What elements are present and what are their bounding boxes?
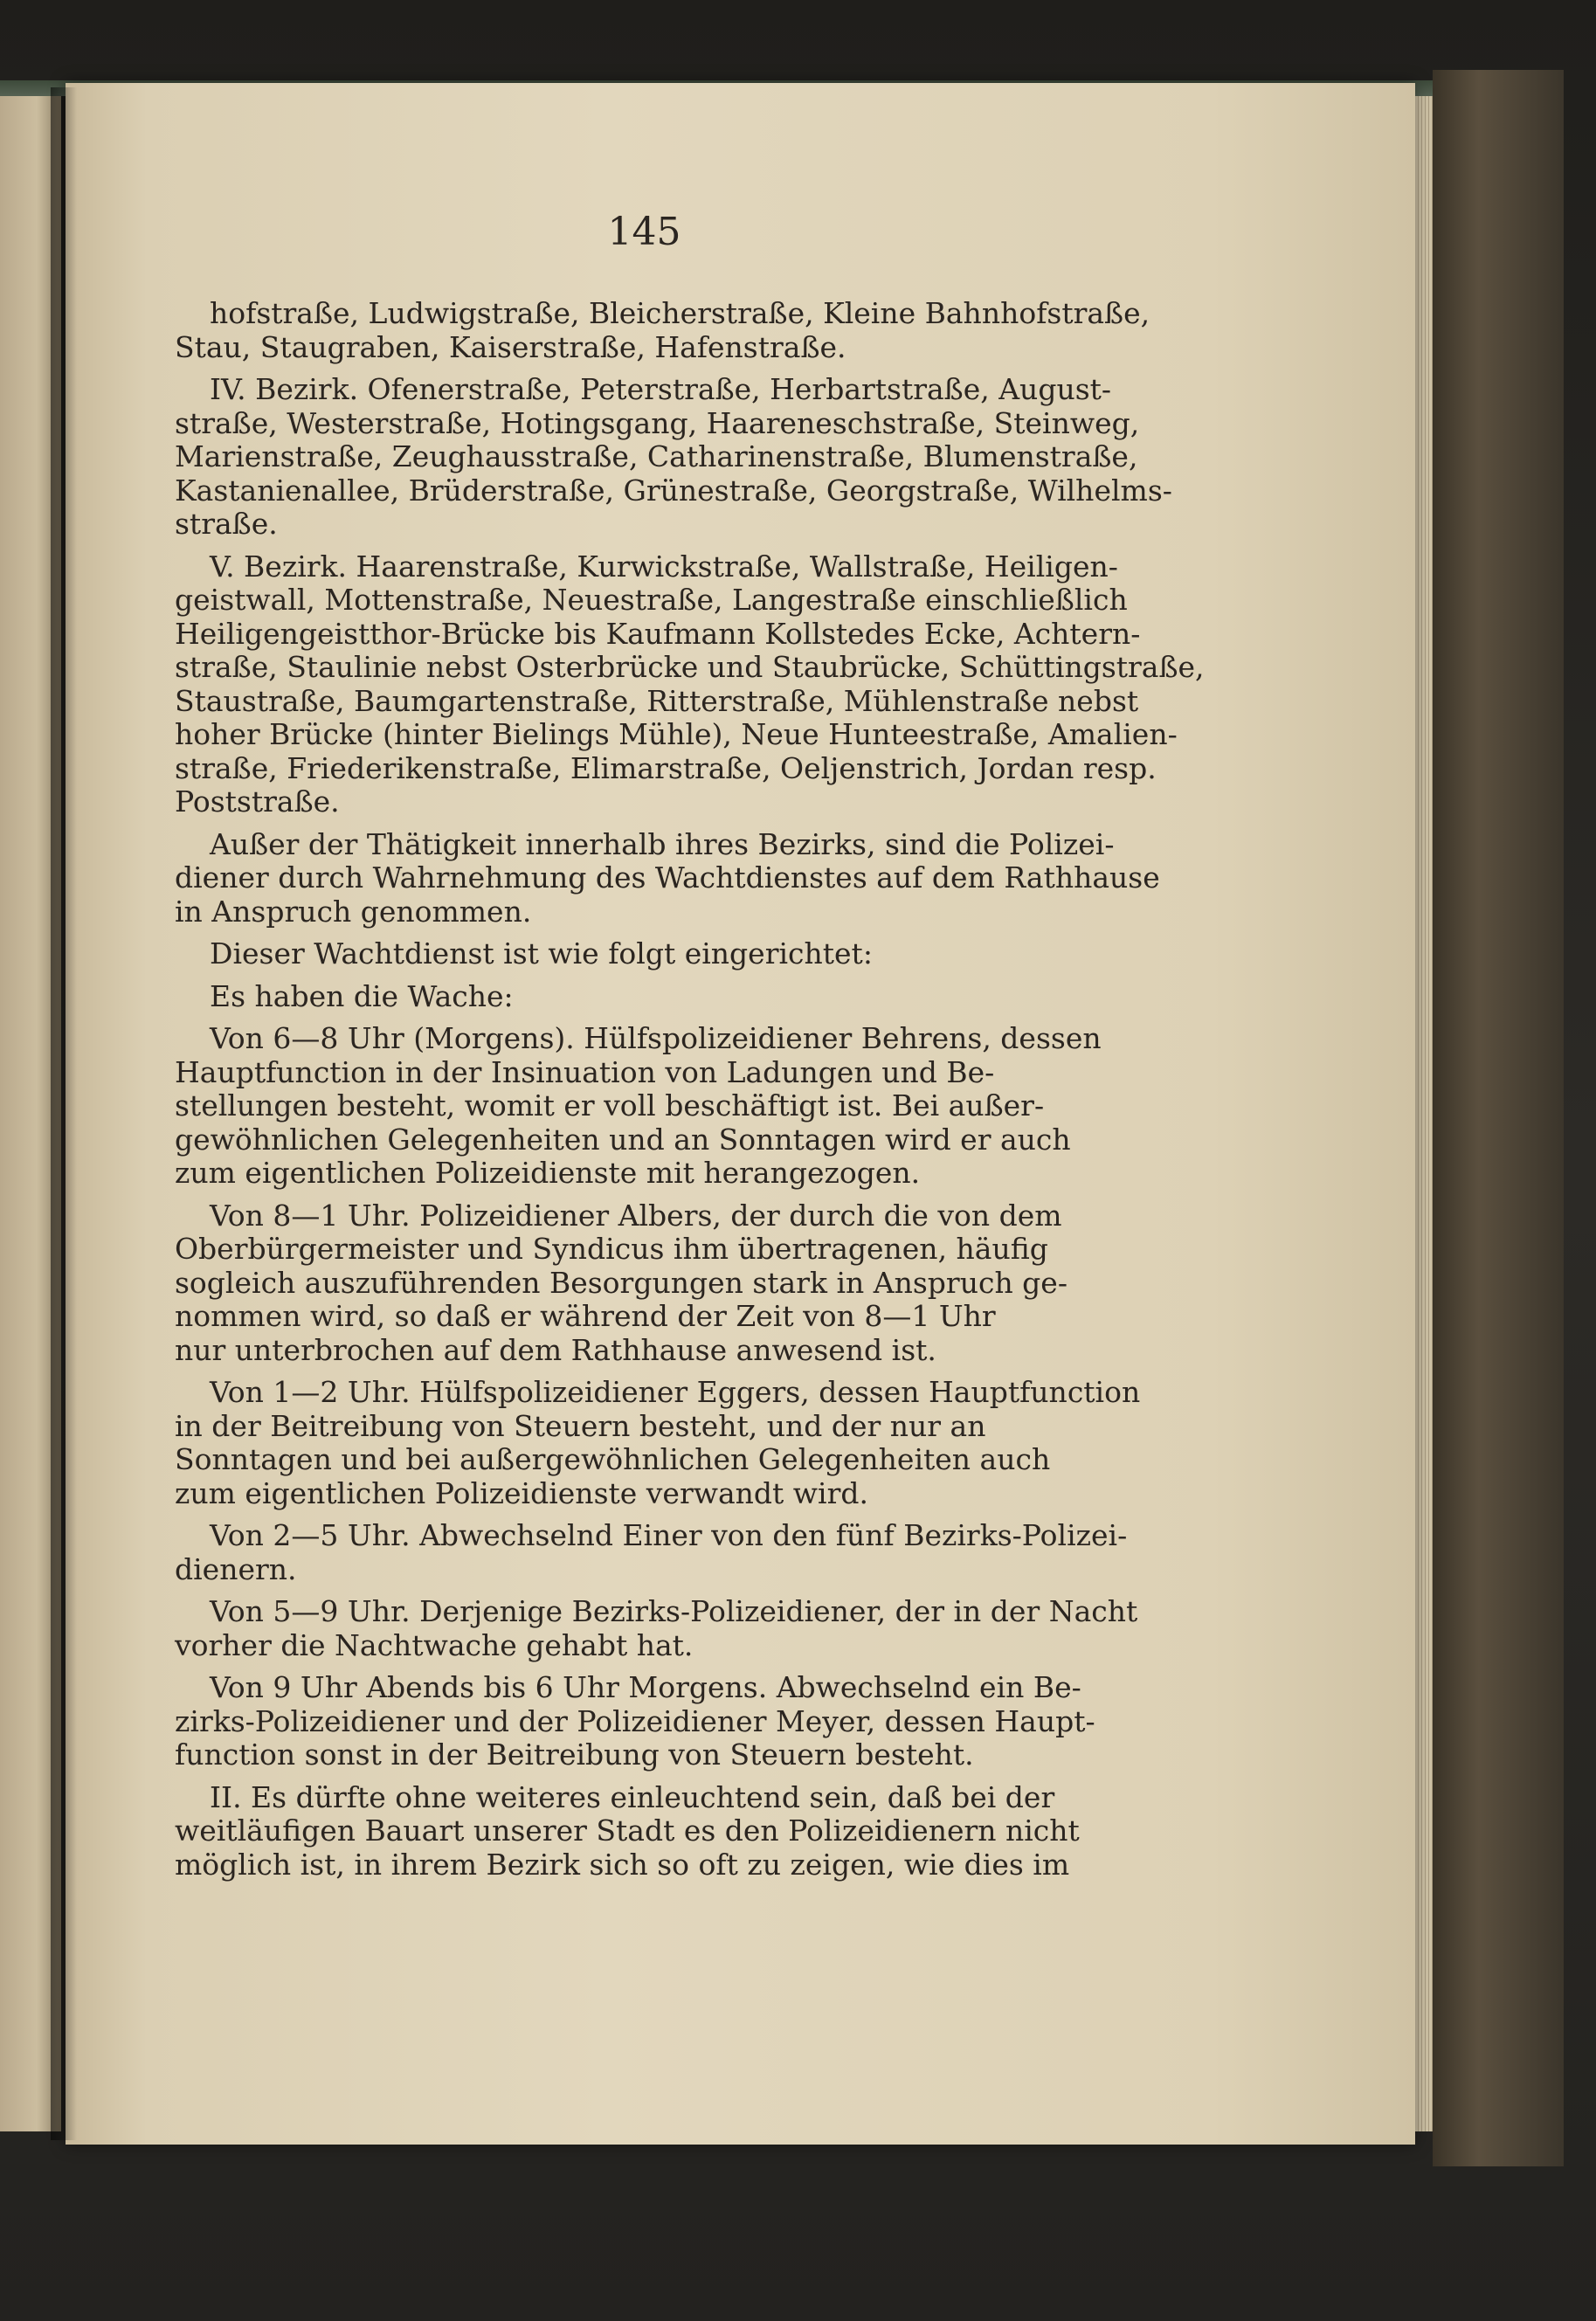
text-line: Heiligengeistthor-Brücke bis Kaufmann Kollstedes Ecke, Achtern- [175, 616, 1141, 651]
text-line: straße, Staulinie nebst Osterbrücke und Staubrücke, Schüttingstraße, [175, 650, 1205, 684]
paragraph [175, 1671, 1114, 1772]
body-text [175, 296, 1205, 1882]
text-line: Stau, Staugraben, Kaiserstraße, Hafenstraße. [175, 329, 846, 364]
text-line: hoher Brücke (hinter Bielings Mühle), Neue Hunteestraße, Amalien- [175, 717, 1178, 751]
paragraph-gap [175, 1191, 1114, 1199]
paragraph [175, 1781, 1114, 1882]
paragraph [175, 826, 1160, 929]
text-line: Hauptfunction in der Insinuation von Ladungen und Be- [175, 1054, 995, 1089]
text-line: diener durch Wahrnehmung des Wachtdienstes auf dem Rathhause [175, 860, 1160, 895]
text-line: Von 6—8 Uhr (Morgens). Hülfspolizeidiener Behrens, dessen [210, 1021, 1102, 1055]
text-line: Von 5—9 Uhr. Derjenige Bezirks-Polizeidiener, der in der Nacht [210, 1594, 1138, 1628]
text-line: V. Bezirk. Haarenstraße, Kurwickstraße, Wallstraße, Heiligen- [210, 549, 1118, 584]
text-line: Kastanienallee, Brüderstraße, Grünestraße, Georgstraße, Wilhelms- [175, 473, 1172, 508]
page-number: 145 [607, 210, 681, 254]
text-line: IV. Bezirk. Ofenerstraße, Peterstraße, Herbartstraße, August- [210, 372, 1112, 406]
paragraph-gap [175, 542, 1114, 550]
paragraph-gap [175, 819, 1114, 828]
text-line: Von 8—1 Uhr. Polizeidiener Albers, der durch die von dem [210, 1198, 1062, 1233]
text-line: straße, Westerstraße, Hotingsgang, Haareneschstraße, Steinweg, [175, 405, 1140, 440]
text-line: Von 1—2 Uhr. Hülfspolizeidiener Eggers, dessen Hauptfunction [210, 1375, 1141, 1409]
text-line: Dieser Wachtdienst ist wie folgt eingerichtet: [210, 936, 873, 971]
text-line: Oberbürgermeister und Syndicus ihm übertragenen, häufig [175, 1232, 1048, 1266]
paragraph [175, 1594, 1138, 1662]
text-line: Poststraße. [175, 784, 340, 819]
text-line: zirks-Polizeidiener und der Polizeidiener Meyer, dessen Haupt- [175, 1703, 1095, 1738]
paragraph [175, 980, 1114, 1014]
text-line: function sonst in der Beitreibung von Steuern besteht. [175, 1737, 974, 1772]
book-cover-right-edge [1433, 70, 1564, 2166]
text-line: Außer der Thätigkeit innerhalb ihres Bezirks, sind die Polizei- [210, 826, 1115, 861]
text-line: Es haben die Wache: [210, 978, 514, 1013]
text-line: möglich ist, in ihrem Bezirk sich so oft zu zeigen, wie dies im [175, 1847, 1070, 1882]
paragraph [175, 296, 1150, 364]
text-line: nommen wird, so daß er während der Zeit von 8—1 Uhr [175, 1299, 996, 1333]
text-line: weitläufigen Bauart unserer Stadt es den Polizeidienern nicht [175, 1813, 1080, 1848]
text-line: hofstraße, Ludwigstraße, Bleicherstraße, Kleine Bahnhofstraße, [210, 296, 1150, 330]
paragraph [175, 372, 1172, 542]
text-line: dienern. [175, 1551, 297, 1586]
text-line: nur unterbrochen auf dem Rathhause anwesend ist. [175, 1332, 936, 1367]
text-line: Staustraße, Baumgartenstraße, Ritterstraße, Mühlenstraße nebst [175, 683, 1139, 718]
paragraph [175, 1518, 1128, 1586]
text-line: straße. [175, 507, 278, 541]
paragraph [175, 937, 1114, 971]
text-line: Marienstraße, Zeughausstraße, Catharinenstraße, Blumenstraße, [175, 439, 1138, 473]
paragraph-gap [175, 1772, 1114, 1781]
text-line: sogleich auszuführenden Besorgungen stark in Anspruch ge- [175, 1265, 1067, 1300]
text-line: II. Es dürfte ohne weiteres einleuchtend sein, daß bei der [210, 1779, 1055, 1814]
text-line: in der Beitreibung von Steuern besteht, und der nur an [175, 1408, 986, 1443]
text-line: stellungen besteht, womit er voll beschäftigt ist. Bei außer- [175, 1088, 1045, 1123]
paragraph-gap [175, 971, 1114, 980]
text-line: geistwall, Mottenstraße, Neuestraße, Langestraße einschließlich [175, 583, 1128, 617]
paragraph [175, 1022, 1114, 1191]
text-line: zum eigentlichen Polizeidienste verwandt wird. [175, 1475, 868, 1510]
paragraph [175, 1375, 1141, 1510]
text-line: in Anspruch genommen. [175, 894, 532, 929]
text-line: vorher die Nachtwache gehabt hat. [175, 1627, 694, 1662]
text-line: Von 9 Uhr Abends bis 6 Uhr Morgens. Abwechselnd ein Be- [210, 1670, 1081, 1704]
paragraph [175, 1199, 1114, 1368]
spine-shadow [51, 87, 77, 2140]
text-line: Von 2—5 Uhr. Abwechselnd Einer von den fünf Bezirks-Polizei- [210, 1518, 1128, 1552]
text-line: gewöhnlichen Gelegenheiten und an Sonntagen wird er auch [175, 1122, 1071, 1157]
text-line: zum eigentlichen Polizeidienste mit herangezogen. [175, 1156, 921, 1190]
text-line: straße, Friederikenstraße, Elimarstraße, Oeljenstrich, Jordan resp. [175, 750, 1157, 785]
paragraph [175, 549, 1205, 819]
text-line: Sonntagen und bei außergewöhnlichen Gelegenheiten auch [175, 1442, 1051, 1476]
